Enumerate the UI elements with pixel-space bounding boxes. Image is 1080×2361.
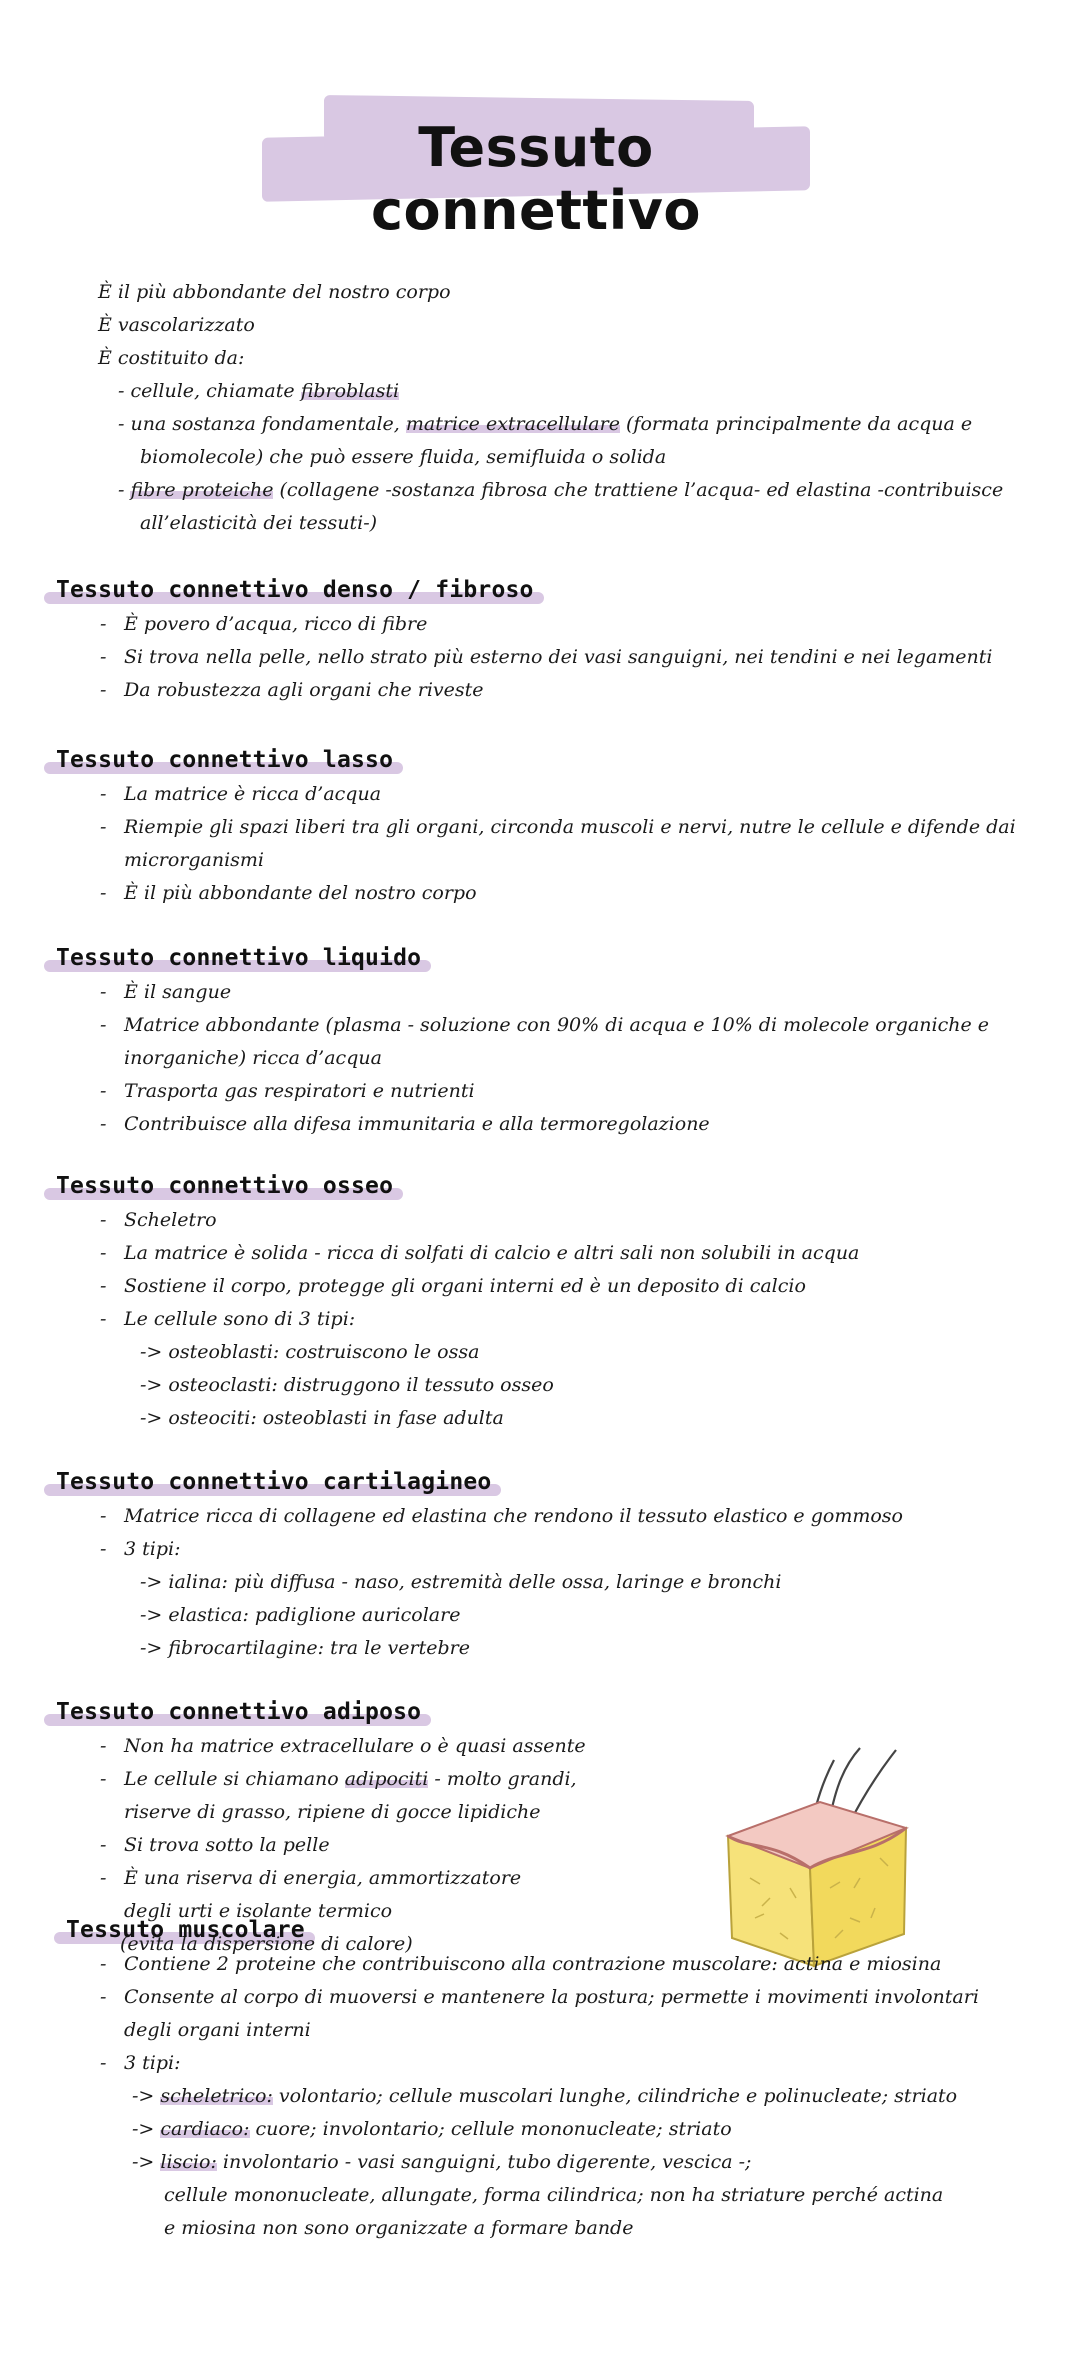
list-item: - È il sangue [100,976,1044,1009]
sub-item: -> osteociti: osteoblasti in fase adulta [140,1407,504,1429]
list-item: - 3 tipi: [100,1533,1044,1566]
list-item: - Le cellule sono di 3 tipi: [100,1303,1044,1336]
intro-subitem: - fibre proteiche (collagene -sostanza fibrosa che trattiene l’acqua- ed elastina -contribuisce [118,479,1004,501]
list-item: - 3 tipi: [100,2047,1044,2080]
list-item: - Si trova sotto la pelle [100,1829,1044,1862]
section-muscolare [44,1912,1044,2245]
sub-item: -> fibrocartilagine: tra le vertebre [140,1637,470,1659]
list-item: - Sostiene il corpo, protegge gli organi interni ed è un deposito di calcio [100,1270,1044,1303]
section-heading: Tessuto connettivo liquido [44,940,431,976]
sub-item-cont: e miosina non sono organizzate a formare bande [164,2217,634,2239]
list-item: - Contiene 2 proteine che contribuiscono alla contrazione muscolare: actina e miosina [100,1948,1044,1981]
list-item: - Contribuisce alla difesa immunitaria e alla termoregolazione [100,1108,1044,1141]
sub-item: -> osteoclasti: distruggono il tessuto osseo [140,1374,554,1396]
list-item: - È una riserva di energia, ammortizzatore degli urti e isolante termico [100,1862,1044,1928]
section-heading: Tessuto connettivo denso / fibroso [44,572,544,608]
list-item: - Riempie gli spazi liberi tra gli organi, circonda muscoli e nervi, nutre le cellule e difende dai microrganismi [100,811,1044,877]
section-heading: Tessuto connettivo cartilagineo [44,1464,501,1500]
intro-subitem-cont: biomolecole) che può essere fluida, semifluida o solida [140,446,667,468]
note-text: (evita la dispersione di calore) [120,1933,413,1955]
section-denso [44,572,1044,707]
section-heading: Tessuto connettivo lasso [44,742,403,778]
list-item: - La matrice è ricca d’acqua [100,778,1044,811]
intro-line: È vascolarizzato [98,314,255,336]
page-title: Tessuto connettivo [370,116,702,242]
sub-item: -> elastica: padiglione auricolare [140,1604,461,1626]
sub-item: -> liscio: involontario - vasi sanguigni, tubo digerente, vescica -; [132,2151,752,2173]
sub-item: -> ialina: più diffusa - naso, estremità delle ossa, laringe e bronchi [140,1571,782,1593]
title-banner [262,98,810,242]
sub-item-cont: cellule mononucleate, allungate, forma cilindrica; non ha striature perché actina [164,2184,944,2206]
intro-line: È il più abbondante del nostro corpo [98,281,451,303]
section-cartilagineo [44,1464,1044,1665]
list-item: - Da robustezza agli organi che riveste [100,674,1044,707]
sub-item: -> scheletrico: volontario; cellule muscolari lunghe, cilindriche e polinucleate; striato [132,2085,958,2107]
section-heading: Tessuto connettivo osseo [44,1168,403,1204]
list-item: - Trasporta gas respiratori e nutrienti [100,1075,1044,1108]
intro-subitem-cont: all’elasticità dei tessuti-) [140,512,378,534]
list-item: - Non ha matrice extracellulare o è quasi assente [100,1730,1044,1763]
list-item: - È il più abbondante del nostro corpo [100,877,1044,910]
list-item: - Consente al corpo di muoversi e mantenere la postura; permette i movimenti involontari degli organi interni [100,1981,1044,2047]
list-item: - Matrice ricca di collagene ed elastina che rendono il tessuto elastico e gommoso [100,1500,1044,1533]
intro-section [98,276,1038,540]
list-item: - La matrice è solida - ricca di solfati di calcio e altri sali non solubili in acqua [100,1237,1044,1270]
intro-line: È costituito da: [98,347,245,369]
intro-subitem: - cellule, chiamate fibroblasti [118,380,400,402]
section-lasso [44,742,1044,910]
sub-item: -> osteoblasti: costruiscono le ossa [140,1341,480,1363]
section-heading: Tessuto muscolare [54,1912,315,1948]
list-item: - Si trova nella pelle, nello strato più esterno dei vasi sanguigni, nei tendini e nei legamenti [100,641,1044,674]
intro-subitem: - una sostanza fondamentale, matrice extracellulare (formata principalmente da acqua e [118,413,973,435]
list-item: - È povero d’acqua, ricco di fibre [100,608,1044,641]
section-heading: Tessuto connettivo adiposo [44,1694,431,1730]
list-item: - Matrice abbondante (plasma - soluzione con 90% di acqua e 10% di molecole organiche e inorganiche) ricca d’acqua [100,1009,1044,1075]
sub-item: -> cardiaco: cuore; involontario; cellule mononucleate; striato [132,2118,732,2140]
section-osseo [44,1168,1044,1435]
list-item: - Scheletro [100,1204,1044,1237]
list-item: - Le cellule si chiamano adipociti - molto grandi, riserve di grasso, ripiene di gocce lipidiche [100,1763,1044,1829]
section-liquido [44,940,1044,1141]
